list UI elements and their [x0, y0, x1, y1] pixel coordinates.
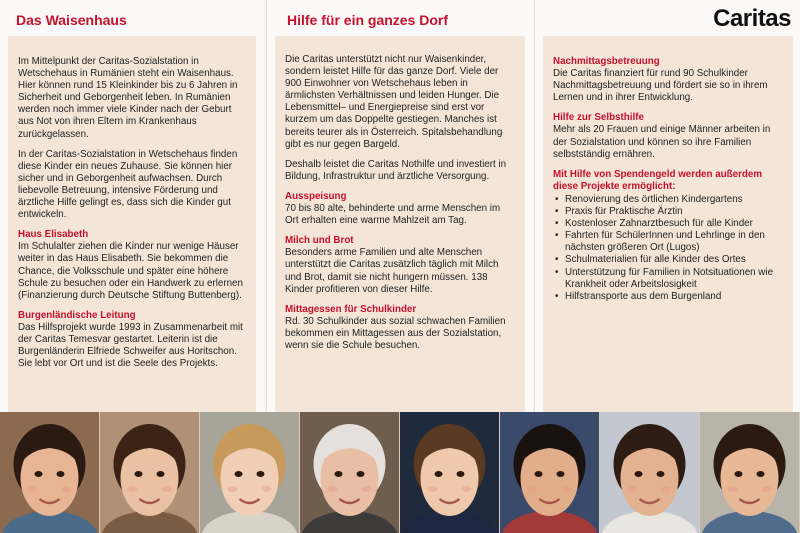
section-heading: Haus Elisabeth	[18, 229, 89, 241]
panel-waisenhaus	[0, 0, 264, 412]
section-text: Das Hilfsprojekt wurde 1993 in Zusammenarbeit mit der Caritas Temesvar gestartet. Leiterin ist die Burgenländerin Elfriede Schweifer aus Horitschon. Sie lebt vor Ort und ist die Seele des Projekts.	[18, 321, 243, 370]
child-portrait	[600, 412, 700, 533]
panel-body	[543, 36, 793, 412]
section-heading: Burgenländische Leitung	[18, 309, 136, 321]
section-heading: Hilfe zur Selbsthilfe	[553, 112, 644, 124]
section-text: 70 bis 80 alte, behinderte und arme Menschen im Ort erhalten eine warme Mahlzeit am Tag.	[285, 203, 501, 227]
paragraph: Im Mittelpunkt der Caritas-Sozialstation in Wetschehaus in Rumänien steht ein Waisenhaus. Hier können rund 15 Kleinkinder bis zu 6 Jahren in Sicherheit und Geborgenheit leben. In Rumänien werden noch immer viele Kinder nach der Geburt aus Not von ihren Eltern im Krankenhaus zurückgelassen.	[18, 56, 238, 140]
list-item: • Schulmaterialien für alle Kinder des Ortes	[553, 254, 783, 266]
section-text: Besonders arme Familien und alte Menschen unterstützt die Caritas zusätzlich täglich mit Milch und Brot, damit sie nicht hungern müssen. 138 Kinder profitieren von dieser Hilfe.	[285, 247, 499, 295]
child-portrait	[700, 412, 800, 533]
panel-header	[535, 0, 800, 34]
child-portrait	[300, 412, 400, 533]
child-portrait	[500, 412, 600, 533]
section-heading: Nachmittagsbetreuung	[553, 56, 660, 67]
child-portrait	[0, 412, 100, 533]
list-item: • Kostenloser Zahnarztbesuch für alle Kinder	[553, 218, 783, 230]
child-portrait	[200, 412, 300, 533]
section-heading: Ausspeisung	[285, 190, 347, 202]
section-text: Mehr als 20 Frauen und einige Männer arbeiten in der Sozialstation und können so ihre Familien selbstständig ernähren.	[553, 124, 771, 160]
portrait-strip	[0, 412, 800, 533]
paragraph: In der Caritas-Sozialstation in Wetschehaus finden diese Kinder ein neues Zuhause. Sie können hier sicher und in Geborgenheit aufwachsen. Durch liebevolle Betreuung, intensive Förderung und ärztliche Hilfe gelingt es, dass sich die Kinder gut entwickeln.	[18, 148, 238, 221]
child-portrait	[400, 412, 500, 533]
panel-body	[275, 36, 525, 412]
panel-title: Das Waisenhaus	[16, 12, 127, 28]
panel-projekte	[534, 0, 800, 412]
panel-header	[0, 0, 264, 34]
child-portrait	[100, 412, 200, 533]
list-item: • Praxis für Praktische Ärztin	[553, 206, 783, 218]
section-text: Die Caritas finanziert für rund 90 Schulkinder Nachmittagsbetreuung und fördert sie so in ihrem Lernen und in ihrer Entwicklung.	[553, 68, 768, 104]
paragraph: Deshalb leistet die Caritas Nothilfe und investiert in Bildung, Infrastruktur und ärztliche Versorgung.	[285, 158, 507, 182]
list-item: • Hilfstransporte aus dem Burgenland	[553, 291, 783, 303]
section-heading: Mittagessen für Schulkinder	[285, 303, 417, 315]
section-text: Im Schulalter ziehen die Kinder nur wenige Häuser weiter in das Haus Elisabeth. Sie bekommen die Chance, die Volksschule und später eine höhere Schule zu besuchen oder ein Handwerk zu erlernen (Finanzierung durch Deutsche Stiftung Buttenberg).	[18, 241, 243, 301]
section-heading: Mit Hilfe von Spendengeld werden außerdem diese Projekte ermöglicht:	[553, 168, 763, 192]
caritas-logo: Caritas	[713, 5, 791, 32]
list-item: • Unterstützung für Familien in Notsituationen wie Krankheit oder Arbeitslosigkeit	[553, 267, 783, 291]
panel-header	[267, 0, 533, 34]
list-item: • Fahrten für SchülerInnen und Lehrlinge in den nächsten größeren Ort (Lugos)	[553, 230, 783, 254]
panel-title: Hilfe für ein ganzes Dorf	[287, 12, 449, 28]
panel-body	[8, 36, 256, 412]
paragraph: Die Caritas unterstützt nicht nur Waisenkinder, sondern leistet Hilfe für das ganze Dorf. Viele der 900 Einwohner von Wetschehaus leben in ärmlichsten Verhältnissen und leiden Hunger. Die Lebensmittel– und Energiepreise sind erst vor kurzem um das Doppelte gestiegen. Manches ist bereits teurer als in Österreich. Spitalsbehandlung gibt es nur gegen Bargeld.	[285, 54, 503, 150]
list-item: • Renovierung des örtlichen Kindergartens	[553, 194, 783, 206]
panel-dorf	[266, 0, 533, 412]
section-heading: Milch und Brot	[285, 235, 354, 247]
section-text: Rd. 30 Schulkinder aus sozial schwachen Familien bekommen ein Mittagessen aus der Sozialstation, wenn sie die Schule besuchen.	[285, 315, 506, 351]
project-list	[553, 194, 783, 303]
